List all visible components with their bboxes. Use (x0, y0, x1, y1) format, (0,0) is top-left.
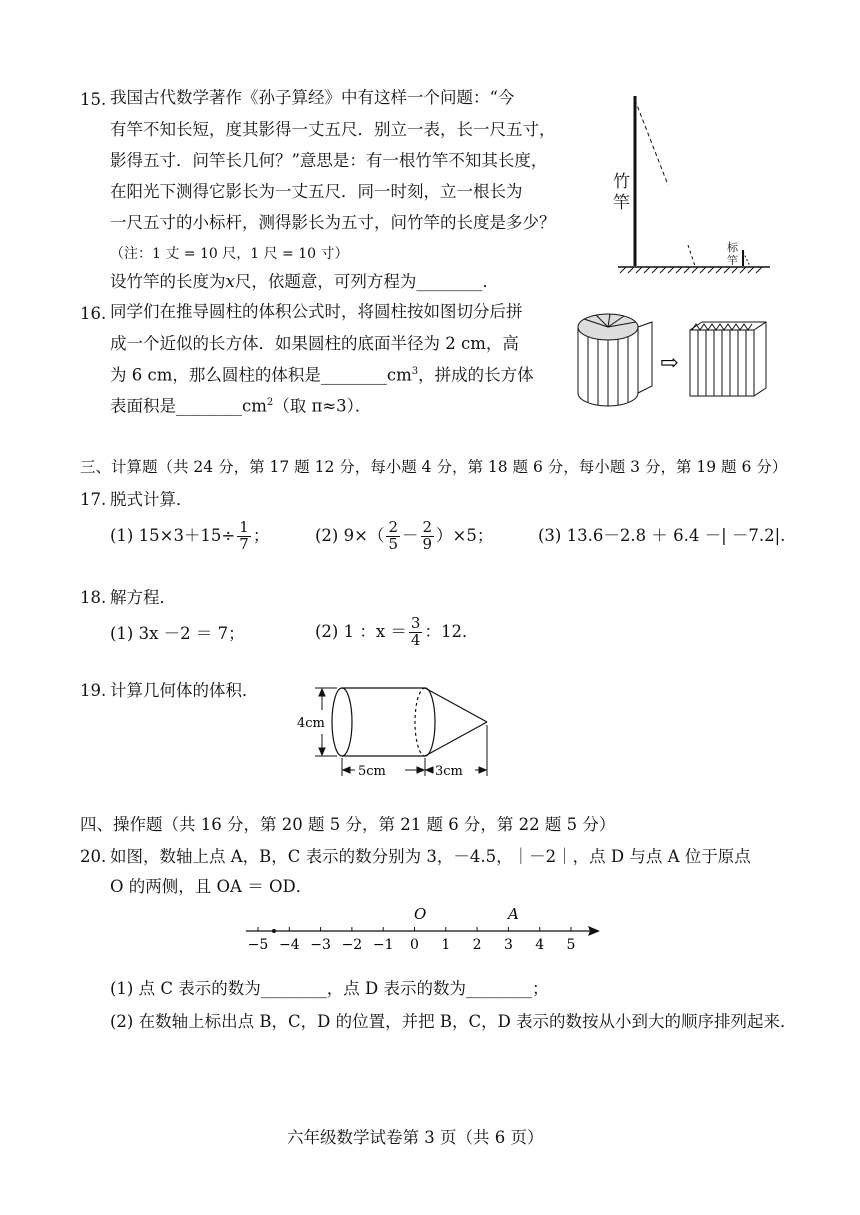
q15-line5: 一尺五寸的小标杆，测得影长为五寸，问竹竿的长度是多少？ (110, 213, 556, 232)
fraction (409, 616, 423, 649)
q15-note: （注：1 丈 = 10 尺，1 尺 = 10 寸） (110, 246, 349, 262)
q15-line2: 有竿不知长短，度其影得一丈五尺．别立一表，长一尺五寸， (110, 120, 556, 139)
pole-shadow-figure (610, 90, 790, 280)
axis-tick-label: −2 (341, 937, 363, 953)
q17-title: 脱式计算． (110, 490, 193, 509)
q18-part2-a: (2) 1 ：x ＝ (315, 622, 407, 641)
q17-part2-b: ）×5； (436, 526, 494, 545)
axis-tick-label: −1 (372, 937, 394, 953)
stick-label: 标竿 (727, 241, 738, 267)
q17-part3: (3) 13.6－2.8 ＋ 6.4 －| －7.2|. (538, 526, 786, 545)
q16-line3 (110, 367, 534, 384)
q15-line7 (110, 274, 499, 291)
q16-number: 16. (80, 304, 107, 323)
number-line (240, 905, 610, 955)
q16-line3-sup: 3 (411, 366, 419, 377)
axis-tick-label: 4 (535, 937, 545, 953)
sun-ray-line-2 (688, 245, 695, 266)
transform-arrow: ⇨ (660, 351, 679, 376)
fraction (386, 520, 400, 553)
q19-number: 19. (80, 681, 107, 700)
q17-part2-minus: － (402, 526, 419, 545)
axis-tick-label: −3 (310, 937, 331, 953)
axis-tick-label: 1 (441, 937, 451, 953)
q16-line2: 成一个近似的长方体．如果圆柱的底面半径为 2 cm，高 (110, 334, 519, 353)
point-a-label: A (508, 905, 519, 923)
q15-line7-a: 设竹竿的长度为 (110, 272, 226, 291)
cylinder-right-edge (425, 688, 435, 756)
q20-part2: (2) 在数轴上标出点 B，C，D 的位置，并把 B，C，D 表示的数按从小到大的顺序排列起来． (110, 1012, 797, 1031)
pole-label: 竹竿 (613, 172, 630, 213)
numerator: 1 (239, 518, 249, 536)
q15-line7-b: 尺，依题意，可列方程为________． (234, 272, 499, 291)
fraction (237, 520, 251, 553)
denominator: 7 (239, 534, 249, 553)
cylinder-hidden-edge (415, 688, 425, 756)
q19-title: 计算几何体的体积． (110, 681, 259, 700)
sun-ray-line (635, 100, 668, 185)
q18-part2-b: ：12． (424, 622, 479, 641)
section-3-title: 三、计算题（共 24 分，第 17 题 12 分，每小题 4 分，第 18 题 6 分，每小题 3 分，第 19 题 6 分） (80, 458, 788, 476)
q15-number: 15. (80, 90, 107, 109)
q17-number: 17. (80, 490, 107, 509)
q15-line1: 我国古代数学著作《孙子算经》中有这样一个问题：“今 (110, 88, 515, 107)
denominator: 4 (410, 630, 421, 649)
q17-part1-b: ； (252, 526, 270, 545)
origin-label: O (414, 905, 427, 923)
q16-line1: 同学们在推导圆柱的体积公式时，将圆柱按如图切分后拼 (110, 302, 523, 321)
sun-ray-line-3 (743, 252, 750, 266)
q16-line4-b: （取 π≈3）． (273, 396, 372, 416)
axis-tick-label: 0 (410, 937, 419, 953)
q20-number: 20. (80, 847, 107, 866)
numerator: 2 (422, 518, 433, 536)
cone-length-label: 3cm (435, 764, 463, 779)
section-4-title: 四、操作题（共 16 分，第 20 题 5 分，第 21 题 6 分，第 22 题 5 分） (80, 815, 616, 834)
cylinder-left-face (332, 688, 352, 756)
q18-title: 解方程． (110, 588, 176, 607)
denominator: 5 (388, 534, 398, 553)
q17-part1-a: (1) 15×3＋15÷ (110, 526, 236, 545)
axis-tick-label: −5 (247, 937, 269, 953)
q15-line3: 影得五寸．问竿长几何？”意思是：有一根竹竿不知其长度， (110, 151, 548, 170)
q16-line3-b: ，拼成的长方体 (418, 365, 534, 385)
q15-line4: 在阳光下测得它影长为一丈五尺．同一时刻，立一根长为 (110, 182, 523, 201)
fraction (421, 520, 435, 553)
cylinder-cut-figure (572, 300, 787, 415)
axis-tick-label: 3 (503, 937, 513, 953)
page-footer: 六年级数学试卷第 3 页（共 6 页） (287, 1128, 544, 1147)
cylinder-length-label: 5cm (358, 764, 386, 779)
height-label: 4cm (297, 716, 325, 731)
ground-hatching (620, 267, 762, 273)
cylinder-cone-figure (295, 680, 495, 785)
q20-part1: (1) 点 C 表示的数为________，点 D 表示的数为________； (110, 979, 549, 998)
q17-part1 (110, 520, 269, 553)
q18-part2 (315, 616, 478, 649)
q18-part1: (1) 3x －2 ＝ 7； (110, 624, 245, 643)
q20-line2: O 的两侧，且 OA ＝ OD． (110, 877, 313, 896)
q16-line4-sup: 2 (266, 397, 274, 408)
numerator: 2 (388, 518, 398, 536)
axis-dot (272, 929, 276, 933)
axis-tick-label: −4 (278, 937, 300, 953)
denominator: 9 (422, 534, 433, 553)
cut-cylinder (578, 314, 652, 406)
q18-number: 18. (80, 588, 107, 607)
q16-line4 (110, 398, 371, 415)
q16-line4-a: 表面积是________cm (110, 396, 267, 416)
q17-part2 (315, 520, 493, 553)
numerator: 3 (410, 614, 421, 632)
q16-line3-a: 为 6 cm，那么圆柱的体积是________cm (110, 365, 412, 385)
axis-tick-label: 2 (472, 937, 482, 953)
approx-cuboid (690, 322, 766, 396)
q17-part2-a: (2) 9×（ (315, 526, 385, 545)
q20-line1: 如图，数轴上点 A，B，C 表示的数分别为 3，－4.5，｜－2｜，点 D 与点 A 位于原点 (110, 847, 751, 866)
axis-tick-label: 5 (566, 937, 576, 953)
q15-var: x (225, 272, 235, 291)
